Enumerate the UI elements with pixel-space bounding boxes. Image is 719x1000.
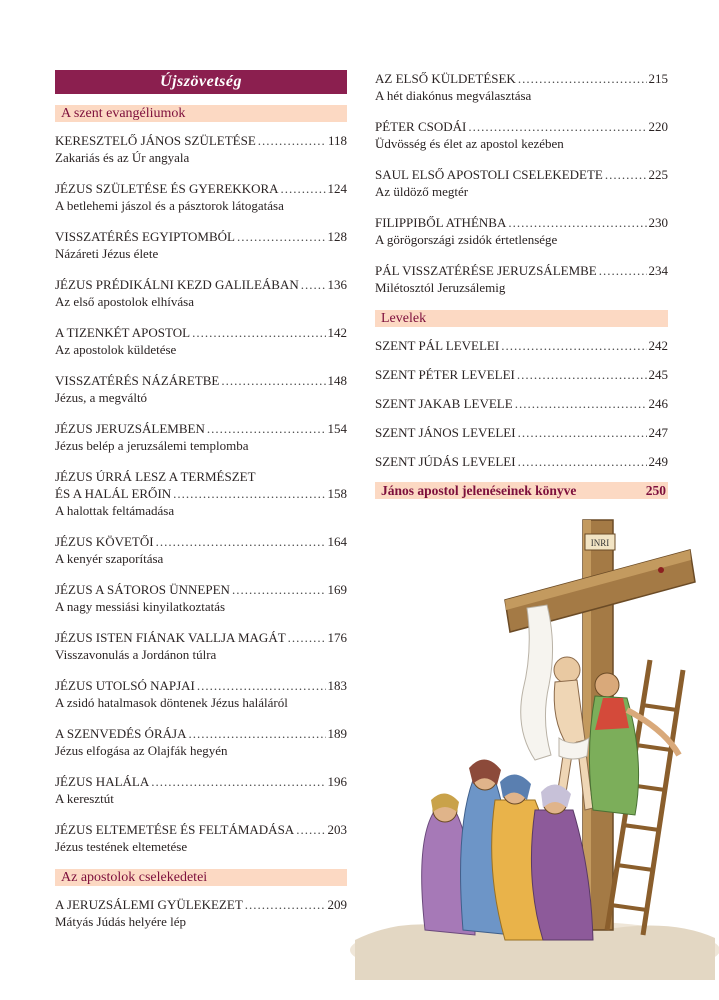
entry-subtitle: Visszavonulás a Jordánon túlra [55,647,217,662]
leader-dots [221,372,325,389]
entry-subtitle: A kenyér szaporítása [55,551,164,566]
entry-title: SZENT JAKAB LEVELE [375,396,513,411]
toc-entry[interactable] [55,372,347,407]
toc-entry[interactable] [55,324,347,359]
leader-dots [296,821,325,838]
toc-entry[interactable] [55,821,347,856]
entry-title: VISSZATÉRÉS NÁZÁRETBE [55,373,220,388]
toc-entry[interactable] [375,453,668,470]
inri-sign [585,534,615,550]
entry-page: 164 [327,534,347,549]
entry-page: 225 [648,167,668,182]
toc-banner: Újszövetség [55,70,347,94]
entry-subtitle: A hét diakónus megválasztása [375,88,532,103]
entry-subtitle: A nagy messiási kinyilatkoztatás [55,599,226,614]
toc-entry[interactable] [375,262,668,297]
entry-page: 154 [327,421,347,436]
toc-entry[interactable] [375,214,668,249]
leader-dots [288,629,326,646]
toc-entry[interactable] [375,366,668,383]
leader-dots [515,395,647,412]
leader-dots [518,70,647,87]
section-header-acts: Az apostolok cselekedetei [55,869,347,886]
entry-page: 196 [327,774,347,789]
entry-page: 158 [327,486,347,501]
entry-title: JÉZUS KÖVETŐI [55,534,154,549]
toc-entry[interactable] [375,166,668,201]
toc-entry[interactable] [375,424,668,441]
leader-dots [173,485,325,502]
entry-page: 246 [648,396,668,411]
entry-subtitle: A zsidó hatalmasok döntenek Jézus haláláról [55,695,288,710]
entry-subtitle: Zakariás és az Úr angyala [55,150,190,165]
entry-page: 209 [327,897,347,912]
entry-page: 183 [327,678,347,693]
toc-entry[interactable] [375,395,668,412]
toc-entry[interactable] [55,132,347,167]
entry-page: 136 [327,277,347,292]
entry-subtitle: Jézus belép a jeruzsálemi templomba [55,438,249,453]
revelation-title: János apostol jelenéseinek könyve [381,483,577,498]
toc-entry[interactable] [55,180,347,215]
entry-subtitle: A keresztút [55,791,114,806]
entry-title: ÉS A HALÁL ERŐIN [55,486,172,501]
leader-dots [232,581,326,598]
leader-dots [517,366,647,383]
entry-title: JÉZUS HALÁLA [55,774,150,789]
entry-title: SZENT PÉTER LEVELEI [375,367,515,382]
entry-subtitle: Az első apostolok elhívása [55,294,194,309]
entry-page: 249 [648,454,668,469]
leader-dots [207,420,326,437]
entry-subtitle: A betlehemi jászol és a pásztorok látogatása [55,198,284,213]
toc-entry[interactable] [55,629,347,664]
entry-page: 142 [327,325,347,340]
leader-dots [237,228,326,245]
entry-title: VISSZATÉRÉS EGYIPTOMBÓL [55,229,235,244]
entry-title: SZENT JÁNOS LEVELEI [375,425,516,440]
entry-title: JÉZUS ELTEMETÉSE ÉS FELTÁMADÁSA [55,822,295,837]
svg-text:INRI: INRI [590,538,610,548]
entry-page: 148 [327,373,347,388]
entry-subtitle: A halottak feltámadása [55,503,175,518]
toc-entry[interactable] [55,725,347,760]
entry-title: JÉZUS SZÜLETÉSE ÉS GYEREKKORA [55,181,279,196]
entry-subtitle: Názáreti Jézus élete [55,246,159,261]
toc-entry[interactable] [55,468,347,520]
entry-title: JÉZUS ISTEN FIÁNAK VALLJA MAGÁT [55,630,286,645]
entry-page: 215 [648,71,668,86]
toc-entry[interactable] [55,228,347,263]
entry-title: SZENT PÁL LEVELEI [375,338,500,353]
entry-title: A TIZENKÉT APOSTOL [55,325,191,340]
revelation-page: 250 [645,483,666,498]
entry-title: PÁL VISSZATÉRÉSE JERUZSÁLEMBE [375,263,597,278]
leader-dots [188,725,325,742]
leader-dots [508,214,646,231]
leader-dots [518,453,647,470]
entry-title: JÉZUS PRÉDIKÁLNI KEZD GALILEÁBAN [55,277,299,292]
entry-page: 203 [327,822,347,837]
leader-dots [156,533,326,550]
toc-entry[interactable] [375,337,668,354]
leader-dots [151,773,325,790]
entry-subtitle: Mátyás Júdás helyére lép [55,914,187,929]
entry-subtitle: Jézus elfogása az Olajfák hegyén [55,743,228,758]
toc-entry[interactable] [55,276,347,311]
leader-dots [197,677,326,694]
toc-right-column [375,70,668,509]
deposition-illustration [345,510,719,980]
entry-page: 189 [327,726,347,741]
toc-entry[interactable] [375,70,668,105]
leader-dots [192,324,325,341]
entry-page: 234 [648,263,668,278]
toc-entry[interactable] [375,118,668,153]
leader-dots [605,166,647,183]
entry-title: AZ ELSŐ KÜLDETÉSEK [375,71,516,86]
leader-dots [501,337,646,354]
entry-subtitle: Jézus testének eltemetése [55,839,188,854]
entry-page: 247 [648,425,668,440]
toc-entry[interactable] [55,773,347,808]
entry-title-line1: JÉZUS ÚRRÁ LESZ A TERMÉSZET [55,469,256,484]
entry-title: JÉZUS A SÁTOROS ÜNNEPEN [55,582,230,597]
leader-dots [468,118,646,135]
entry-title: A JERUZSÁLEMI GYÜLEKEZET [55,897,243,912]
entry-title: PÉTER CSODÁI [375,119,467,134]
section-header-letters: Levelek [375,310,668,327]
entry-title: SAUL ELSŐ APOSTOLI CSELEKEDETE [375,167,603,182]
entry-page: 128 [327,229,347,244]
toc-entry[interactable] [55,677,347,712]
entry-subtitle: A görögországi zsidók értetlensége [375,232,558,247]
section-header-gospels: A szent evangéliumok [55,105,347,122]
section-header-revelation[interactable] [375,482,668,499]
entry-subtitle: Az üldöző megtér [375,184,469,199]
entry-title: JÉZUS JERUZSÁLEMBEN [55,421,205,436]
entry-page: 118 [327,133,347,148]
entry-page: 176 [327,630,347,645]
entry-subtitle: Jézus, a megváltó [55,390,148,405]
entry-subtitle: Az apostolok küldetése [55,342,177,357]
leader-dots [258,132,326,149]
entry-page: 230 [648,215,668,230]
entry-page: 124 [327,181,347,196]
entry-page: 242 [648,338,668,353]
leader-dots [245,896,326,913]
toc-left-column [55,70,347,944]
toc-entry[interactable] [55,420,347,455]
entry-title: SZENT JÚDÁS LEVELEI [375,454,516,469]
entry-page: 245 [648,367,668,382]
leader-dots [599,262,647,279]
leader-dots [518,424,647,441]
leader-dots [301,276,326,293]
toc-entry[interactable] [55,896,347,931]
entry-title: JÉZUS UTOLSÓ NAPJAI [55,678,195,693]
entry-page: 220 [648,119,668,134]
entry-title: A SZENVEDÉS ÓRÁJA [55,726,187,741]
entry-title: FILIPPIBŐL ATHÉNBA [375,215,507,230]
entry-title: KERESZTELŐ JÁNOS SZÜLETÉSE [55,133,256,148]
toc-entry[interactable] [55,533,347,568]
entry-subtitle: Milétosztól Jeruzsálemig [375,280,506,295]
entry-page: 169 [327,582,347,597]
toc-entry[interactable] [55,581,347,616]
leader-dots [281,180,326,197]
entry-subtitle: Üdvösség és élet az apostol kezében [375,136,564,151]
